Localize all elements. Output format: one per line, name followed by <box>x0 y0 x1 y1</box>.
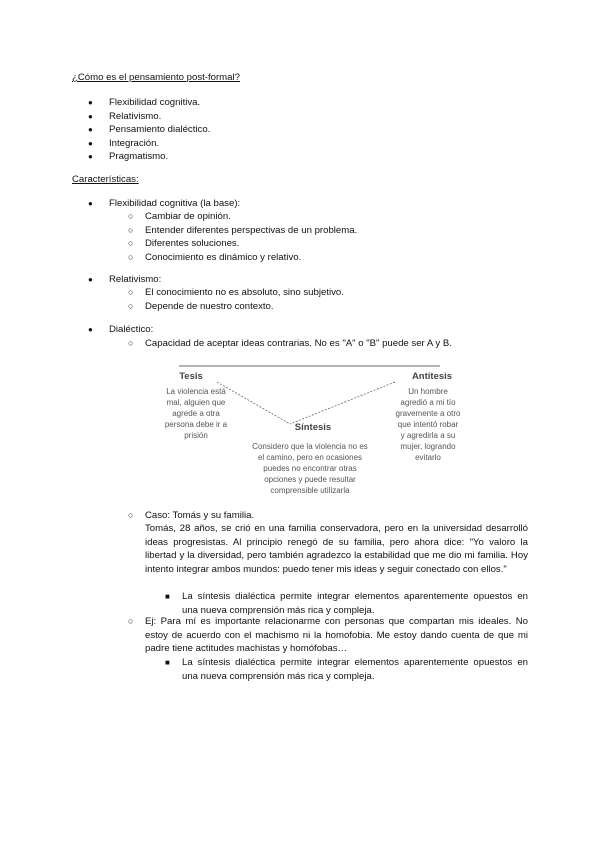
case-paragraph: Tomás, 28 años, se crió en una familia conservadora, pero en la universidad desarrolló ideas progresistas. Al principio renegó de su familia, pero ahora dice: "Yo valoro la libertad y la diversidad, pero también agradezco la estabilidad que me dio mi familia. Hoy intento integrar ambos mundos: puedo tener mis ideas y seguir conectado con ellos." <box>145 523 528 575</box>
dialectic-subitem: ○ Capacidad de aceptar ideas contrarias. No es "A" o "B" puede ser A y B. <box>145 337 452 351</box>
tesis-line: agrede a otra <box>172 409 220 418</box>
antitesis-connector <box>290 382 395 424</box>
list-item: ● Pensamiento dialéctico. <box>109 123 210 137</box>
antitesis-line: gravemente a otro <box>395 409 461 418</box>
sintesis-line: opciones y puede resultar <box>264 475 356 484</box>
sintesis-line: puedes no encontrar otras <box>263 464 357 473</box>
example-paragraph: ○ Ej: Para mí es importante relacionarme con personas que compartan mis ideales. No estoy de acuerdo con el machismo ni la homofobia. Me estoy dando cuenta de que mi padre tiene actitudes machistas y homófobas… <box>145 615 528 656</box>
case-title: ○ Caso: Tomás y su familia. <box>145 509 254 523</box>
antitesis-line: agredió a mi tío <box>400 398 456 407</box>
tesis-line: mal, alguien que <box>166 398 226 407</box>
antitesis-title: Antítesis <box>411 371 453 382</box>
list-item: ○ Cambiar de opinión. <box>145 210 231 224</box>
tesis-line: prisión <box>184 431 208 440</box>
sintesis-line: comprensible utilizarla <box>270 486 350 495</box>
characteristics-heading: Características: <box>72 174 139 185</box>
list-item: ○ Diferentes soluciones. <box>145 237 239 251</box>
list-item: ● Pragmatismo. <box>109 150 168 164</box>
antitesis-line: que intentó robar <box>397 420 459 429</box>
list-item: ○ El conocimiento no es absoluto, sino subjetivo. <box>145 286 344 300</box>
antitesis-text <box>396 387 461 462</box>
page-heading: ¿Cómo es el pensamiento post-formal? <box>72 72 240 83</box>
dialectic-diagram <box>145 358 475 500</box>
antitesis-line: Un hombre <box>408 387 448 396</box>
list-item: ● Relativismo. <box>109 110 161 124</box>
list-item: ○ Entender diferentes perspectivas de un problema. <box>145 224 357 238</box>
tesis-line: La violencia está <box>166 387 226 396</box>
list-item: ● Integración. <box>109 137 159 151</box>
sintesis-line: Considero que la violencia no es <box>252 442 368 451</box>
tesis-text <box>165 387 228 440</box>
sintesis-line: el camino, pero en ocasiones <box>257 453 363 462</box>
tesis-title: Tesis <box>179 371 203 382</box>
sintesis-text <box>252 442 368 495</box>
relativism-label: ● Relativismo: <box>109 273 161 287</box>
case-note: ■ La síntesis dialéctica permite integrar elementos aparentemente opuestos en una nueva comprensión más rica y compleja. <box>182 590 528 617</box>
dialectic-label: ● Dialéctico: <box>109 323 153 337</box>
list-item: ● Flexibilidad cognitiva. <box>109 96 200 110</box>
list-item: ○ Conocimiento es dinámico y relativo. <box>145 251 301 265</box>
tesis-line: persona debe ir a <box>164 420 228 429</box>
antitesis-line: y agredirla a su <box>400 431 456 440</box>
tesis-connector <box>217 382 290 424</box>
example-note: ■ La síntesis dialéctica permite integrar elementos aparentemente opuestos en una nueva comprensión más rica y compleja. <box>182 656 528 683</box>
flexibility-label: ● Flexibilidad cognitiva (la base): <box>109 197 240 211</box>
sintesis-title: Síntesis <box>294 422 332 433</box>
list-item: ○ Depende de nuestro contexto. <box>145 300 274 314</box>
antitesis-line: mujer, logrando <box>400 442 456 451</box>
antitesis-line: evitarlo <box>415 453 441 462</box>
